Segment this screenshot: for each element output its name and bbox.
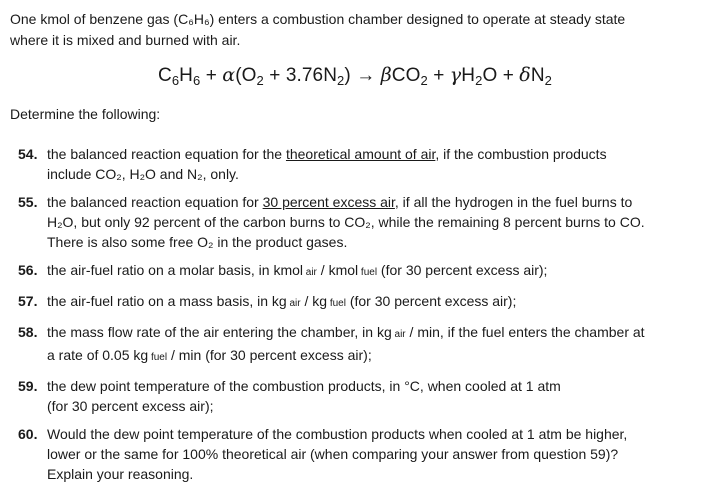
underlined-phrase: theoretical amount of air — [285, 146, 436, 162]
eq-open-o2: (O — [235, 65, 257, 86]
question-54 — [18, 144, 698, 184]
question-line — [47, 192, 698, 212]
question-list — [18, 144, 698, 492]
question-line: Explain your reasoning. — [47, 466, 194, 482]
eq-plus-4: + — [497, 65, 520, 86]
eq-o2-sub: 2 — [256, 73, 264, 88]
question-text: the balanced reaction equation for the — [47, 146, 286, 162]
question-text: , if all the hydrogen in the fuel burns to — [394, 194, 633, 210]
question-line: There is also some free O₂ in the product gases. — [47, 234, 348, 250]
eq-gamma: γ — [449, 64, 462, 86]
question-line: the dew point temperature of the combustion products, in °C, when cooled at 1 atm — [47, 378, 561, 394]
question-number: 55. — [18, 194, 38, 210]
question-text: / kg — [300, 293, 328, 309]
question-line — [47, 144, 698, 164]
question-line: H₂O, but only 92 percent of the carbon burns to CO₂, while the remaining 8 percent burns to CO. — [47, 214, 645, 230]
eq-h2o-o: O — [482, 65, 498, 86]
question-line — [47, 345, 698, 368]
question-text: / min, if the fuel enters the chamber at — [405, 324, 645, 340]
question-line — [47, 291, 698, 314]
eq-h2o-sub: 2 — [475, 73, 483, 88]
question-58 — [18, 322, 698, 368]
question-56 — [18, 260, 698, 283]
question-text: / min (for 30 percent excess air); — [167, 347, 372, 363]
question-text: the air-fuel ratio on a molar basis, in kmol — [47, 262, 303, 278]
unit-subscript: air — [303, 267, 317, 278]
eq-benzene-c-sub: 6 — [171, 73, 180, 88]
question-text: the balanced reaction equation for — [47, 194, 263, 210]
eq-n2b-sub: 2 — [544, 73, 553, 88]
unit-subscript: air — [391, 329, 406, 340]
question-number: 58. — [18, 324, 38, 340]
eq-h2o-h: H — [461, 65, 476, 86]
unit-subscript: fuel — [327, 298, 346, 309]
question-number: 60. — [18, 426, 38, 442]
eq-close: ) — [344, 65, 351, 86]
eq-benzene-h-sub: 6 — [192, 73, 201, 88]
question-number: 57. — [18, 293, 38, 309]
unit-subscript: fuel — [148, 352, 168, 363]
determine-heading: Determine the following: — [10, 106, 161, 122]
question-line: Would the dew point temperature of the combustion products when cooled at 1 atm be higher, — [47, 426, 628, 442]
question-line: include CO₂, H₂O and N₂, only. — [47, 166, 239, 182]
question-59 — [18, 376, 698, 416]
question-60 — [18, 424, 698, 484]
eq-arrow: → — [350, 65, 381, 86]
question-text: the mass flow rate of the air entering the chamber, in kg — [47, 324, 392, 340]
unit-subscript: air — [286, 298, 301, 309]
intro-line-1: One kmol of benzene gas (C₆H₆) enters a combustion chamber designed to operate at steady state — [10, 11, 626, 27]
underlined-phrase: 30 percent excess air — [262, 194, 395, 210]
eq-plus-1: + — [200, 65, 223, 86]
question-text: , if the combustion products — [435, 146, 607, 162]
question-text: / kmol — [316, 262, 359, 278]
eq-plus-3: + — [427, 65, 450, 86]
eq-plus-n2: + 3.76N — [263, 65, 338, 86]
question-line — [47, 260, 698, 283]
eq-n2: N — [530, 65, 545, 86]
eq-delta: δ — [519, 64, 531, 86]
question-57 — [18, 291, 698, 314]
eq-co2-sub: 2 — [420, 73, 428, 88]
eq-n2-sub: 2 — [337, 73, 345, 88]
eq-benzene-h: H — [179, 65, 193, 86]
question-line: lower or the same for 100% theoretical air (when comparing your answer from question 59)? — [47, 446, 619, 462]
question-number: 54. — [18, 146, 38, 162]
question-number: 56. — [18, 262, 38, 278]
question-text: (for 30 percent excess air); — [377, 262, 548, 278]
question-text: (for 30 percent excess air); — [345, 293, 517, 309]
intro-line-2: where it is mixed and burned with air. — [10, 32, 241, 48]
question-55 — [18, 192, 698, 252]
unit-subscript: fuel — [358, 267, 378, 278]
question-text: a rate of 0.05 kg — [47, 347, 149, 363]
question-line: (for 30 percent excess air); — [47, 398, 214, 414]
question-line — [47, 322, 698, 345]
reaction-equation — [0, 62, 710, 89]
question-text: the air-fuel ratio on a mass basis, in kg — [47, 293, 287, 309]
eq-benzene-c: C — [157, 65, 172, 86]
eq-co2: CO — [391, 65, 421, 86]
problem-intro — [10, 9, 700, 51]
eq-beta: β — [380, 64, 392, 86]
question-number: 59. — [18, 378, 38, 394]
eq-alpha: α — [222, 64, 236, 86]
